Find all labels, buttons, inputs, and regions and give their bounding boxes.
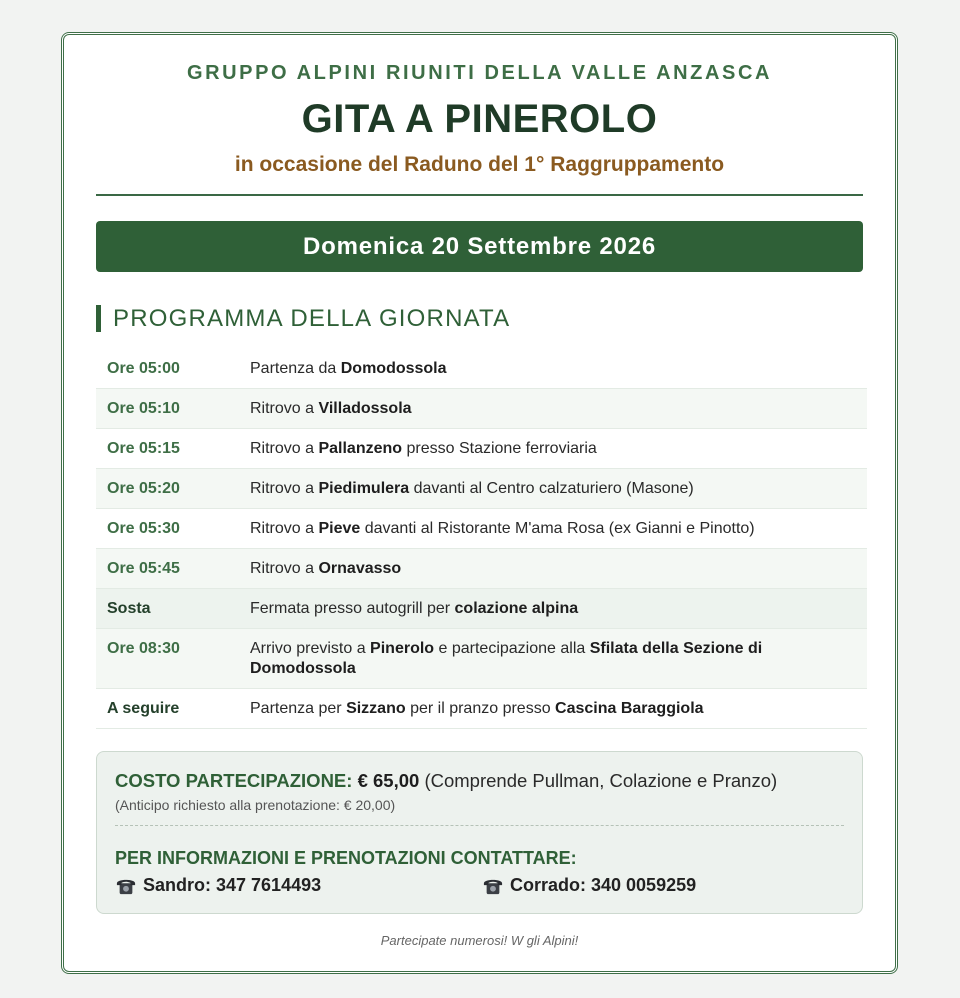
phone-icon <box>482 876 504 896</box>
schedule-row <box>96 689 867 729</box>
contact-label: Corrado: 340 0059259 <box>510 875 697 895</box>
description-text: Fermata presso autogrill per <box>250 600 455 617</box>
cost-amount: € 65,00 <box>357 770 420 791</box>
description-text: Ritrovo a <box>250 480 319 497</box>
schedule-description <box>239 349 867 389</box>
schedule-time: Ore 05:15 <box>96 429 239 469</box>
description-highlight: Piedimulera <box>318 480 410 497</box>
schedule-description <box>239 469 867 509</box>
description-text: Ritrovo a <box>250 520 319 537</box>
schedule-row <box>96 349 867 389</box>
description-highlight: Domodossola <box>340 360 447 377</box>
contact-corrado[interactable] <box>482 875 696 896</box>
schedule-row <box>96 429 867 469</box>
description-text: Partenza per <box>250 700 347 717</box>
schedule-time: Ore 05:10 <box>96 389 239 429</box>
advance-note: (Anticipo richiesto alla prenotazione: € 20,00) <box>115 797 396 813</box>
contact-label: Sandro: 347 7614493 <box>143 875 322 895</box>
description-highlight: Pieve <box>318 520 361 537</box>
schedule-description <box>239 389 867 429</box>
program-table <box>96 349 867 729</box>
cost-label: COSTO PARTECIPAZIONE: <box>115 770 353 791</box>
organization-name: GRUPPO ALPINI RIUNITI DELLA VALLE ANZASCA <box>186 62 773 84</box>
cost-note: (Comprende Pullman, Colazione e Pranzo) <box>424 770 778 791</box>
cost-line <box>115 770 777 792</box>
description-text: presso Stazione ferroviaria <box>402 440 597 457</box>
description-text: davanti al Centro calzaturiero (Masone) <box>409 480 694 497</box>
dashed-divider <box>115 825 844 826</box>
description-highlight: Ornavasso <box>318 560 402 577</box>
program-section-title: PROGRAMMA DELLA GIORNATA <box>96 305 510 332</box>
description-highlight: Villadossola <box>318 400 412 417</box>
contact-title: PER INFORMAZIONI E PRENOTAZIONI CONTATTARE: <box>115 848 577 868</box>
date-banner <box>96 221 863 272</box>
schedule-description <box>239 429 867 469</box>
schedule-time: Ore 05:00 <box>96 349 239 389</box>
info-box <box>96 751 863 914</box>
schedule-time: A seguire <box>96 689 239 729</box>
footer-note: Partecipate numerosi! W gli Alpini! <box>380 933 579 948</box>
schedule-time: Ore 08:30 <box>96 629 239 689</box>
schedule-description <box>239 629 867 689</box>
description-text: Ritrovo a <box>250 400 319 417</box>
description-highlight: Pallanzeno <box>318 440 403 457</box>
schedule-description <box>239 509 867 549</box>
schedule-row <box>96 629 867 689</box>
page-title: GITA A PINEROLO <box>301 97 658 141</box>
schedule-row <box>96 589 867 629</box>
schedule-time: Ore 05:20 <box>96 469 239 509</box>
schedule-description <box>239 689 867 729</box>
description-text: per il pranzo presso <box>405 700 556 717</box>
description-highlight: Sfilata della Sezione di Domodossola <box>250 640 763 677</box>
description-text: e partecipazione alla <box>434 640 590 657</box>
description-highlight: Pinerolo <box>370 640 435 657</box>
schedule-row <box>96 509 867 549</box>
schedule-time: Sosta <box>96 589 239 629</box>
description-text: Ritrovo a <box>250 560 319 577</box>
description-text: Ritrovo a <box>250 440 319 457</box>
schedule-row <box>96 389 867 429</box>
schedule-row <box>96 549 867 589</box>
schedule-row <box>96 469 867 509</box>
flyer-card <box>61 32 898 974</box>
header-divider <box>96 194 863 196</box>
schedule-description <box>239 589 867 629</box>
schedule-time: Ore 05:45 <box>96 549 239 589</box>
description-text: davanti al Ristorante M'ama Rosa (ex Gianni e Pinotto) <box>360 520 755 537</box>
page-subtitle: in occasione del Raduno del 1° Raggruppamento <box>234 153 725 176</box>
description-highlight: Sizzano <box>346 700 406 717</box>
description-highlight: colazione alpina <box>454 600 579 617</box>
schedule-description <box>239 549 867 589</box>
description-text: Partenza da <box>250 360 341 377</box>
contact-sandro[interactable] <box>115 875 321 896</box>
date-text: Domenica 20 Settembre 2026 <box>303 232 656 260</box>
schedule-time: Ore 05:30 <box>96 509 239 549</box>
description-text: Arrivo previsto a <box>250 640 371 657</box>
description-highlight: Cascina Baraggiola <box>555 700 704 717</box>
phone-icon <box>115 876 137 896</box>
